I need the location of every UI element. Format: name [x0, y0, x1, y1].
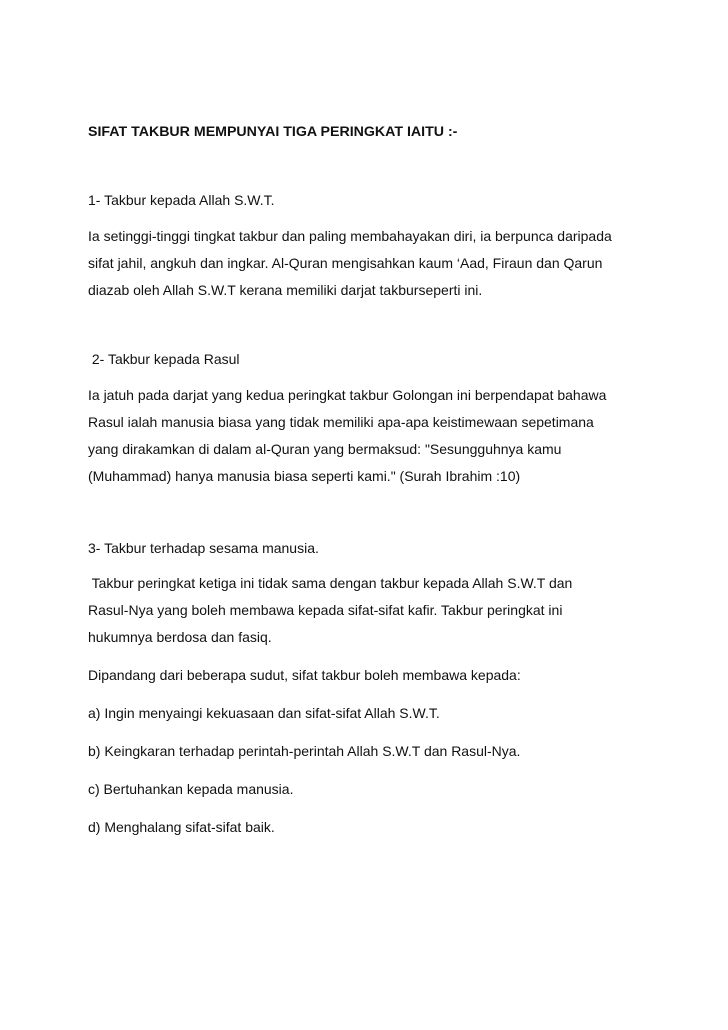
list-item-d: d) Menghalang sifat-sifat baik. [88, 819, 275, 835]
list-item-a: a) Ingin menyaingi kekuasaan dan sifat-sifat Allah S.W.T. [88, 705, 440, 721]
section-1-line-3: diazab oleh Allah S.W.T kerana memiliki darjat takburseperti ini. [88, 282, 483, 298]
section-2-line-2: Rasul ialah manusia biasa yang tidak memiliki apa-apa keistimewaan sepetimana [88, 414, 594, 430]
section-2-line-3: yang dirakamkan di dalam al-Quran yang bermaksud: "Sesungguhnya kamu [88, 441, 562, 457]
section-3-line-1: Takbur peringkat ketiga ini tidak sama dengan takbur kepada Allah S.W.T dan [88, 575, 573, 591]
list-intro: Dipandang dari beberapa sudut, sifat takbur boleh membawa kepada: [88, 667, 521, 683]
section-3-line-2: Rasul-Nya yang boleh membawa kepada sifat-sifat kafir. Takbur peringkat ini [88, 602, 563, 618]
section-2-line-1: Ia jatuh pada darjat yang kedua peringkat takbur Golongan ini berpendapat bahawa [88, 387, 607, 403]
section-3-line-3: hukumnya berdosa dan fasiq. [88, 629, 272, 645]
section-2-heading: 2- Takbur kepada Rasul [88, 351, 240, 367]
section-1-line-1: Ia setinggi-tinggi tingkat takbur dan paling membahayakan diri, ia berpunca daripada [88, 228, 612, 244]
section-2-line-4: (Muhammad) hanya manusia biasa seperti kami." (Surah Ibrahim :10) [88, 468, 521, 484]
section-1-heading: 1- Takbur kepada Allah S.W.T. [88, 192, 275, 208]
list-item-c: c) Bertuhankan kepada manusia. [88, 781, 294, 797]
section-1-line-2: sifat jahil, angkuh dan ingkar. Al-Quran mengisahkan kaum ‘Aad, Firaun dan Qarun [88, 255, 603, 271]
section-3-heading: 3- Takbur terhadap sesama manusia. [88, 540, 319, 556]
document-title: SIFAT TAKBUR MEMPUNYAI TIGA PERINGKAT IAITU :- [88, 124, 458, 140]
list-item-b: b) Keingkaran terhadap perintah-perintah Allah S.W.T dan Rasul-Nya. [88, 743, 521, 759]
